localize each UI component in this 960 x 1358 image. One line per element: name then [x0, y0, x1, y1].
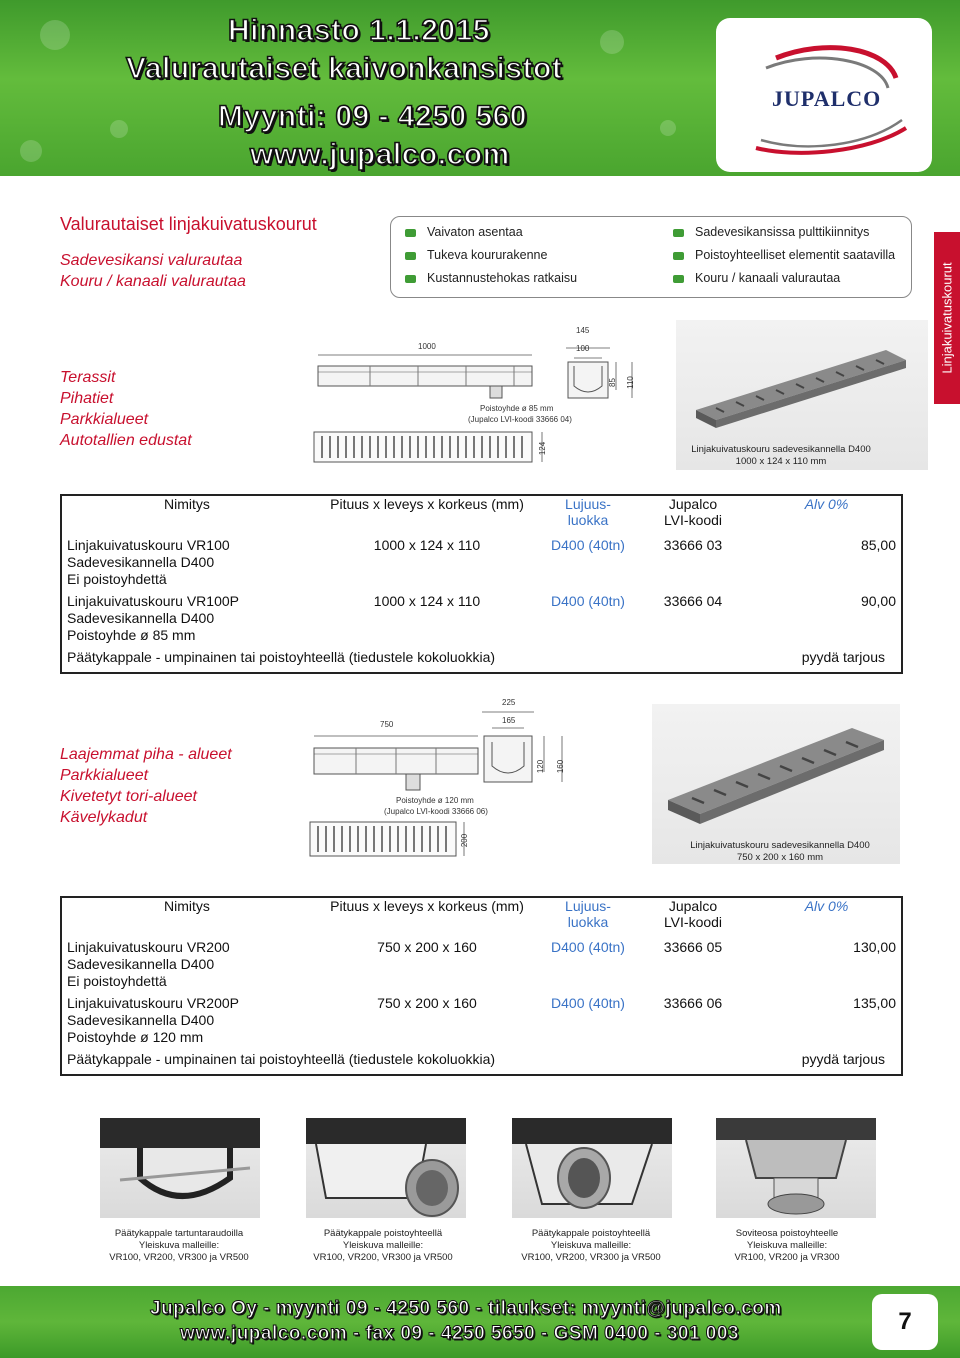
row-name-line: Linjakuivatuskouru VR200	[67, 939, 230, 955]
end-piece-label: Päätykappale - umpinainen tai poistoyhteellä (tiedustele kokoluokkia)	[67, 649, 496, 665]
logo-text: JUPALCO	[772, 86, 882, 111]
product-photo-1	[676, 320, 928, 470]
table-row	[61, 593, 902, 649]
end-piece-outlet-icon	[512, 1118, 672, 1218]
col-header-price: Alv 0%	[804, 898, 849, 914]
dim-height-inner: 85	[607, 378, 617, 387]
col-header-dims: Pituus x leveys x korkeus (mm)	[330, 898, 524, 914]
header-subtitle: Valurautaiset kaivonkansistot	[126, 52, 563, 85]
row-dims: 1000 x 124 x 110	[373, 593, 481, 609]
row-name-line: Poistoyhde ø 85 mm	[67, 627, 196, 643]
row-name-line: Linjakuivatuskouru VR200P	[67, 995, 239, 1011]
use-2: Pihatiet	[60, 390, 114, 407]
row-class-note: (40tn)	[584, 593, 625, 609]
bullet-icon	[673, 229, 684, 237]
accessory-caption-line: VR100, VR200, VR300 ja VR500	[521, 1252, 661, 1263]
end-piece-rebar-icon	[100, 1118, 260, 1218]
col-header-class-1: Lujuus-	[565, 496, 611, 512]
section1-title: Valurautaiset linjakuivatuskourut	[60, 214, 317, 234]
col-header-name: Nimitys	[164, 898, 210, 914]
outlet-code: (Jupalco LVI-koodi 33666 04)	[468, 415, 572, 424]
accessory-photo-3	[512, 1118, 672, 1218]
dim-height-inner: 120	[536, 759, 546, 774]
table-row	[61, 939, 902, 995]
row-code: 33666 03	[663, 537, 723, 553]
dim-length: 750	[380, 720, 394, 729]
row-dims: 1000 x 124 x 110	[373, 537, 481, 553]
use-1: Terassit	[60, 369, 116, 386]
end-piece-outlet-icon	[306, 1118, 466, 1218]
row-name-line: Sadevesikannella D400	[67, 1012, 215, 1028]
channel-drawing-icon	[310, 320, 640, 470]
product-photo-2	[652, 704, 900, 864]
row-name-line: Sadevesikannella D400	[67, 554, 215, 570]
row-dims: 750 x 200 x 160	[377, 995, 477, 1011]
row-class-value: D400	[551, 939, 585, 955]
feature-left-2: Tukeva koururakenne	[427, 248, 548, 262]
use2-1: Laajemmat piha - alueet	[60, 746, 232, 763]
row-class-note: (40tn)	[584, 995, 625, 1011]
price-table-1	[60, 494, 903, 674]
accessory-photo-4	[716, 1118, 876, 1218]
feature-left-1: Vaivaton asentaa	[427, 225, 523, 239]
accessory-caption-line: VR100, VR200, VR300 ja VR500	[313, 1252, 453, 1263]
feature-right-1: Sadevesikansissa pulttikiinnitys	[695, 225, 870, 239]
end-piece-price: pyydä tarjous	[801, 1051, 885, 1067]
row-code: 33666 06	[663, 995, 723, 1011]
accessory-caption-line: Soviteosa poistoyhteelle	[735, 1228, 839, 1239]
section1-subtitle-2: Kouru / kanaali valurautaa	[60, 273, 246, 290]
use2-2: Parkkialueet	[60, 767, 149, 784]
accessory-caption-line: Yleiskuva malleille:	[550, 1240, 632, 1251]
accessory-caption-line: Yleiskuva malleille:	[342, 1240, 424, 1251]
section1-subtitle-1: Sadevesikansi valurautaa	[60, 252, 243, 269]
col-header-class	[542, 495, 634, 537]
header-banner	[0, 0, 960, 176]
accessory-caption-line: VR100, VR200 ja VR300	[734, 1252, 840, 1263]
col-header-name: Nimitys	[164, 496, 210, 512]
dim-grate-width: 124	[538, 441, 548, 456]
table-header-row	[61, 495, 902, 537]
accessory-caption-2	[300, 1228, 466, 1264]
feature-left-3: Kustannustehokas ratkaisu	[427, 271, 578, 285]
dim-width-inner: 165	[502, 716, 516, 725]
technical-drawing-2	[306, 692, 582, 862]
dim-width-outer: 145	[576, 326, 590, 335]
row-price: 85,00	[860, 537, 896, 553]
row-name	[61, 995, 312, 1051]
bullet-icon	[673, 252, 684, 260]
accessory-photo-2	[306, 1118, 466, 1218]
page-number: 7	[872, 1294, 938, 1350]
row-class	[542, 939, 634, 995]
accessory-caption-line: VR100, VR200, VR300 ja VR500	[109, 1252, 249, 1263]
row-code: 33666 05	[663, 939, 723, 955]
row-name-line: Ei poistoyhdettä	[67, 571, 167, 587]
col-header-price: Alv 0%	[804, 496, 849, 512]
table-row-end-piece	[61, 1051, 902, 1075]
use2-4: Kävelykadut	[60, 809, 148, 826]
feature-right-2: Poistoyhteelliset elementit saatavilla	[695, 248, 896, 262]
dim-length: 1000	[418, 342, 436, 351]
side-tab	[934, 232, 960, 404]
col-header-code-2: LVI-koodi	[663, 914, 723, 930]
footer-line-1: Jupalco Oy - myynti 09 - 4250 560 - tilaukset: myynti@jupalco.com	[150, 1298, 782, 1319]
col-header-dims: Pituus x leveys x korkeus (mm)	[330, 496, 524, 512]
adapter-icon	[716, 1118, 876, 1218]
feature-right-3: Kouru / kanaali valurautaa	[695, 271, 841, 285]
col-header-code-1: Jupalco	[668, 898, 718, 914]
row-dims: 750 x 200 x 160	[377, 939, 477, 955]
row-name-line: Poistoyhde ø 120 mm	[67, 1029, 204, 1045]
accessory-caption-1	[96, 1228, 262, 1264]
col-header-code	[634, 495, 752, 537]
row-price: 90,00	[860, 593, 896, 609]
dim-grate-width: 200	[460, 833, 470, 848]
row-name-line: Linjakuivatuskouru VR100	[67, 537, 230, 553]
row-name-line: Sadevesikannella D400	[67, 610, 215, 626]
photo-caption-1b: 1000 x 124 x 110 mm	[735, 456, 827, 467]
accessory-caption-line: Päätykappale poistoyhteellä	[531, 1228, 651, 1239]
bullet-icon	[405, 229, 416, 237]
row-class-value: D400	[551, 593, 585, 609]
use-3: Parkkialueet	[60, 411, 149, 428]
bullet-icon	[405, 252, 416, 260]
row-class-note: (40tn)	[584, 939, 625, 955]
dim-height-outer: 110	[625, 376, 635, 389]
row-class-value: D400	[551, 537, 585, 553]
accessory-caption-4	[712, 1228, 862, 1264]
row-class-note: (40tn)	[584, 537, 625, 553]
col-header-class	[542, 897, 634, 939]
row-name	[61, 939, 312, 995]
dim-height-outer: 160	[556, 759, 566, 774]
row-class	[542, 537, 634, 593]
use-4: Autotallien edustat	[60, 432, 192, 449]
table-header-row	[61, 897, 902, 939]
outlet-code: (Jupalco LVI-koodi 33666 06)	[384, 807, 488, 816]
price-table-2	[60, 896, 903, 1076]
accessory-photo-1	[100, 1118, 260, 1218]
row-code: 33666 04	[663, 593, 723, 609]
footer-banner	[0, 1286, 960, 1358]
header-title: Hinnasto 1.1.2015	[228, 14, 490, 47]
end-piece-price: pyydä tarjous	[801, 649, 885, 665]
row-class-value: D400	[551, 995, 585, 1011]
row-price: 130,00	[853, 939, 896, 955]
accessory-caption-line: Yleiskuva malleille:	[746, 1240, 828, 1251]
table-row-end-piece	[61, 649, 902, 673]
accessory-caption-line: Yleiskuva malleille:	[138, 1240, 220, 1251]
row-name-line: Linjakuivatuskouru VR100P	[67, 593, 239, 609]
header-phone: Myynti: 09 - 4250 560	[218, 100, 527, 133]
accessory-caption-3	[508, 1228, 674, 1264]
row-name-line: Ei poistoyhdettä	[67, 973, 167, 989]
col-header-code-2: LVI-koodi	[663, 512, 723, 528]
table-row	[61, 995, 902, 1051]
photo-caption-1: Linjakuivatuskouru sadevesikannella D400	[691, 444, 871, 455]
row-class	[542, 593, 634, 649]
row-name-line: Sadevesikannella D400	[67, 956, 215, 972]
technical-drawing-1	[310, 320, 640, 470]
accessory-caption-line: Päätykappale tartuntaraudoilla	[114, 1228, 244, 1239]
bullet-icon	[405, 275, 416, 283]
dim-width-inner: 100	[576, 344, 590, 353]
row-price: 135,00	[853, 995, 896, 1011]
row-name	[61, 593, 312, 649]
row-class	[542, 995, 634, 1051]
end-piece-label: Päätykappale - umpinainen tai poistoyhteellä (tiedustele kokoluokkia)	[67, 1051, 496, 1067]
grate-photo-icon	[676, 320, 928, 430]
side-tab-label: Linjakuivatuskourut	[939, 262, 955, 374]
col-header-class-1: Lujuus-	[565, 898, 611, 914]
features-box	[390, 216, 912, 298]
header-website[interactable]: www.jupalco.com	[250, 138, 510, 171]
footer-line-2: www.jupalco.com - fax 09 - 4250 5650 - GSM 0400 - 301 003	[180, 1323, 739, 1344]
row-name	[61, 537, 312, 593]
use2-3: Kivetetyt tori-alueet	[60, 788, 197, 805]
dim-width-outer: 225	[502, 698, 516, 707]
table-row	[61, 537, 902, 593]
channel-drawing-icon	[306, 692, 582, 862]
col-header-class-2: luokka	[567, 512, 609, 528]
jupalco-logo	[716, 18, 932, 172]
accessory-caption-line: Päätykappale poistoyhteellä	[323, 1228, 443, 1239]
photo-caption-2b: 750 x 200 x 160 mm	[736, 852, 824, 863]
outlet-note: Poistoyhde ø 120 mm	[396, 796, 474, 805]
col-header-class-2: luokka	[567, 914, 609, 930]
outlet-note: Poistoyhde ø 85 mm	[480, 404, 554, 413]
photo-caption-2: Linjakuivatuskouru sadevesikannella D400	[690, 840, 870, 851]
bullet-icon	[673, 275, 684, 283]
grate-photo-icon	[652, 704, 900, 824]
col-header-code-1: Jupalco	[668, 496, 718, 512]
col-header-code	[634, 897, 752, 939]
